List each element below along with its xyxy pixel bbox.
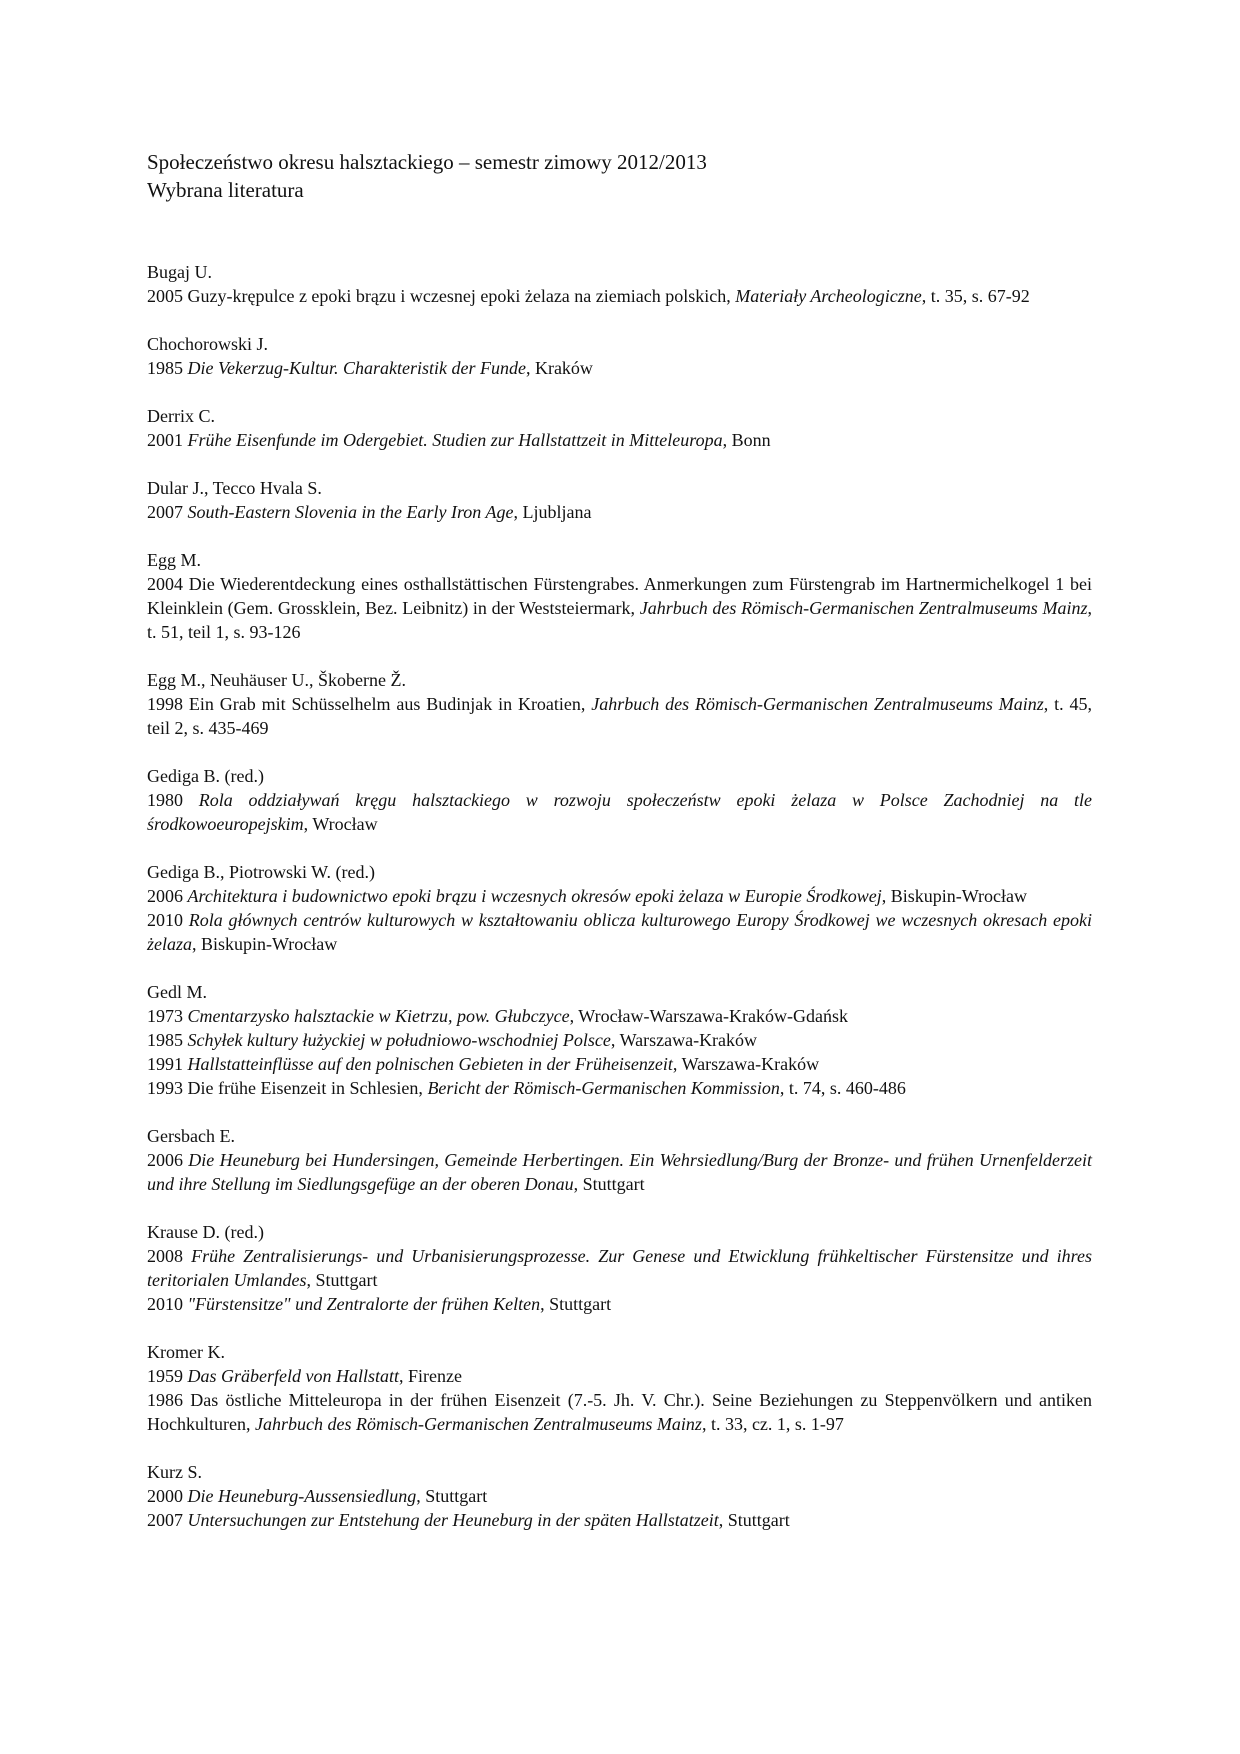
bibliography-entry [147,476,1092,524]
entry-works [147,788,1092,836]
entry-author: Gedl M. [147,982,207,1002]
work-text: , t. 35, s. 67-92 [921,286,1030,306]
entry-work [147,1004,1092,1028]
entry-work [147,1484,1092,1508]
entry-works [147,500,1092,524]
work-text: 1985 [147,358,188,378]
entry-work [147,1244,1092,1292]
work-title-italic: Hallstatteinflüsse auf den polnischen Gebieten in der Früheisenzeit [187,1054,673,1074]
work-title-italic: Die Heuneburg-Aussensiedlung [187,1486,417,1506]
work-text: , Stuttgart [718,1510,790,1530]
work-text: , Kraków [525,358,593,378]
entry-work [147,1364,1092,1388]
work-title-italic: Die Heuneburg bei Hundersingen, Gemeinde Herbertingen. Ein Wehrsiedlung/Burg der Bronze- und frühen Urnenfelderzeit und ihre Stellung im Siedlungsgefüge an der oberen Donau [147,1150,1092,1194]
entry-author: Gersbach E. [147,1126,235,1146]
work-text: 2005 Guzy-krępulce z epoki brązu i wczesnej epoki żelaza na ziemiach polskich, [147,286,736,306]
work-title-italic: Bericht der Römisch-Germanischen Kommission [427,1078,780,1098]
bibliography-entry [147,548,1092,644]
entry-work [147,572,1092,644]
work-text: , Stuttgart [416,1486,488,1506]
work-text: , Wrocław [303,814,378,834]
work-text: 2010 [147,1294,188,1314]
entry-author: Kromer K. [147,1342,225,1362]
document-title: Społeczeństwo okresu halsztackiego – semestr zimowy 2012/2013 [147,150,707,174]
work-text: 2010 [147,910,189,930]
work-text: 1998 Ein Grab mit Schüsselhelm aus Budinjak in Kroatien, [147,694,592,714]
entry-works [147,428,1092,452]
work-title-italic: Jahrbuch des Römisch-Germanischen Zentralmuseums Mainz [639,598,1088,618]
work-title-italic: Jahrbuch des Römisch-Germanischen Zentralmuseums Mainz [254,1414,702,1434]
entry-work [147,1076,1092,1100]
entry-works [147,692,1092,740]
entry-author: Egg M., Neuhäuser U., Škoberne Ž. [147,670,406,690]
entry-work [147,1388,1092,1436]
work-title-italic: Schyłek kultury łużyckiej w południowo-wschodniej Polsce [187,1030,611,1050]
work-text: , Stuttgart [573,1174,645,1194]
entry-works [147,1484,1092,1532]
bibliography-entry [147,764,1092,836]
entry-work [147,356,1092,380]
entry-work [147,692,1092,740]
entry-author: Derrix C. [147,406,215,426]
entry-author: Egg M. [147,550,201,570]
work-text: , t. 45, teil 2, s. 435-469 [147,694,1092,738]
entry-works [147,1364,1092,1436]
work-text: , Ljubljana [513,502,592,522]
entry-work [147,500,1092,524]
work-text: 2007 [147,502,188,522]
bibliography-entry [147,860,1092,956]
work-text: , t. 33, cz. 1, s. 1-97 [701,1414,844,1434]
work-text: 1959 [147,1366,188,1386]
work-title-italic: Rola oddziaływań kręgu halsztackiego w rozwoju społeczeństw epoki żelaza w Polsce Zachodniej na tle środkowoeuropejskim [147,790,1093,834]
bibliography-entry [147,980,1092,1100]
work-text: , t. 51, teil 1, s. 93-126 [147,598,1092,642]
entry-works [147,284,1092,308]
bibliography-entry [147,1220,1092,1316]
work-text: , Bonn [722,430,771,450]
entry-work [147,284,1092,308]
entry-author: Gediga B. (red.) [147,766,264,786]
work-title-italic: Materiały Archeologiczne [735,286,922,306]
work-text: 1980 [147,790,199,810]
work-title-italic: "Fürstensitze" und Zentralorte der frühen Kelten [187,1294,541,1314]
entry-work [147,884,1092,908]
work-title-italic: Untersuchungen zur Entstehung der Heuneburg in der späten Hallstatzeit [187,1510,719,1530]
entry-work [147,788,1092,836]
work-text: 1991 [147,1054,188,1074]
bibliography-entry [147,332,1092,380]
bibliography-entry [147,1460,1092,1532]
work-title-italic: Das Gräberfeld von Hallstatt [187,1366,399,1386]
work-text: 2007 [147,1510,188,1530]
bibliography-entry [147,260,1092,308]
entry-work [147,1508,1092,1532]
bibliography-list [147,260,1092,1532]
entry-works [147,356,1092,380]
entry-works [147,1244,1092,1316]
entry-author: Dular J., Tecco Hvala S. [147,478,322,498]
work-text: , Stuttgart [306,1270,378,1290]
work-text: , Warszawa-Kraków [610,1030,758,1050]
entry-works [147,884,1092,956]
work-text: , Warszawa-Kraków [672,1054,820,1074]
work-text: 1973 [147,1006,188,1026]
bibliography-entry [147,1124,1092,1196]
entry-work [147,1292,1092,1316]
entry-work [147,1052,1092,1076]
work-title-italic: Architektura i budownictwo epoki brązu i wczesnych okresów epoki żelaza w Europie Środkowej [187,886,882,906]
entry-author: Gediga B., Piotrowski W. (red.) [147,862,375,882]
work-text: 1985 [147,1030,188,1050]
bibliography-entry [147,404,1092,452]
entry-author: Krause D. (red.) [147,1222,264,1242]
work-text: 2006 [147,1150,189,1170]
work-text: , Wrocław-Warszawa-Kraków-Gdańsk [569,1006,849,1026]
entry-works [147,1148,1092,1196]
work-text: 1993 Die frühe Eisenzeit in Schlesien, [147,1078,428,1098]
document-page [147,148,1092,1556]
work-title-italic: South-Eastern Slovenia in the Early Iron Age [187,502,514,522]
entry-works [147,572,1092,644]
work-text: 2001 [147,430,188,450]
entry-work [147,908,1092,956]
bibliography-entry [147,1340,1092,1436]
work-text: , Biskupin-Wrocław [881,886,1027,906]
work-text: 2000 [147,1486,188,1506]
work-text: , Biskupin-Wrocław [192,934,338,954]
entry-author: Chochorowski J. [147,334,268,354]
work-text: , Stuttgart [540,1294,612,1314]
work-title-italic: Frühe Eisenfunde im Odergebiet. Studien zur Hallstattzeit in Mitteleuropa [187,430,723,450]
entry-work [147,1148,1092,1196]
entry-author: Bugaj U. [147,262,212,282]
work-text: 2004 Die Wiederentdeckung eines osthallstättischen Fürstengrabes. Anmerkungen zum Fürstengrab im Hartnermichelkogel 1 bei Kleinklein (Gem. Grossklein, Bez. Leibnitz) in der Weststeiermark, [147,574,1092,618]
document-subtitle: Wybrana literatura [147,178,304,202]
work-title-italic: Jahrbuch des Römisch-Germanischen Zentralmuseums Mainz [591,694,1044,714]
entry-author: Kurz S. [147,1462,202,1482]
work-text: , t. 74, s. 460-486 [779,1078,906,1098]
work-title-italic: Rola głównych centrów kulturowych w kształtowaniu oblicza kulturowego Europy Środkowej we wczesnych okresach epoki żelaza [147,910,1092,954]
entry-works [147,1004,1092,1100]
work-text: , Firenze [399,1366,462,1386]
work-text: 2008 [147,1246,192,1266]
work-text: 1986 Das östliche Mitteleuropa in der frühen Eisenzeit (7.-5. Jh. V. Chr.). Seine Beziehungen zu Steppenvölkern und antiken Hochkulturen, [147,1390,1092,1434]
entry-work [147,428,1092,452]
work-title-italic: Frühe Zentralisierungs- und Urbanisierungsprozesse. Zur Genese und Etwicklung frühkeltischer Fürstensitze und ihres teritorialen Umlandes [147,1246,1093,1290]
work-text: 2006 [147,886,188,906]
work-title-italic: Cmentarzysko halsztackie w Kietrzu, pow. Głubczyce [187,1006,570,1026]
bibliography-entry [147,668,1092,740]
work-title-italic: Die Vekerzug-Kultur. Charakteristik der Funde [187,358,526,378]
entry-work [147,1028,1092,1052]
